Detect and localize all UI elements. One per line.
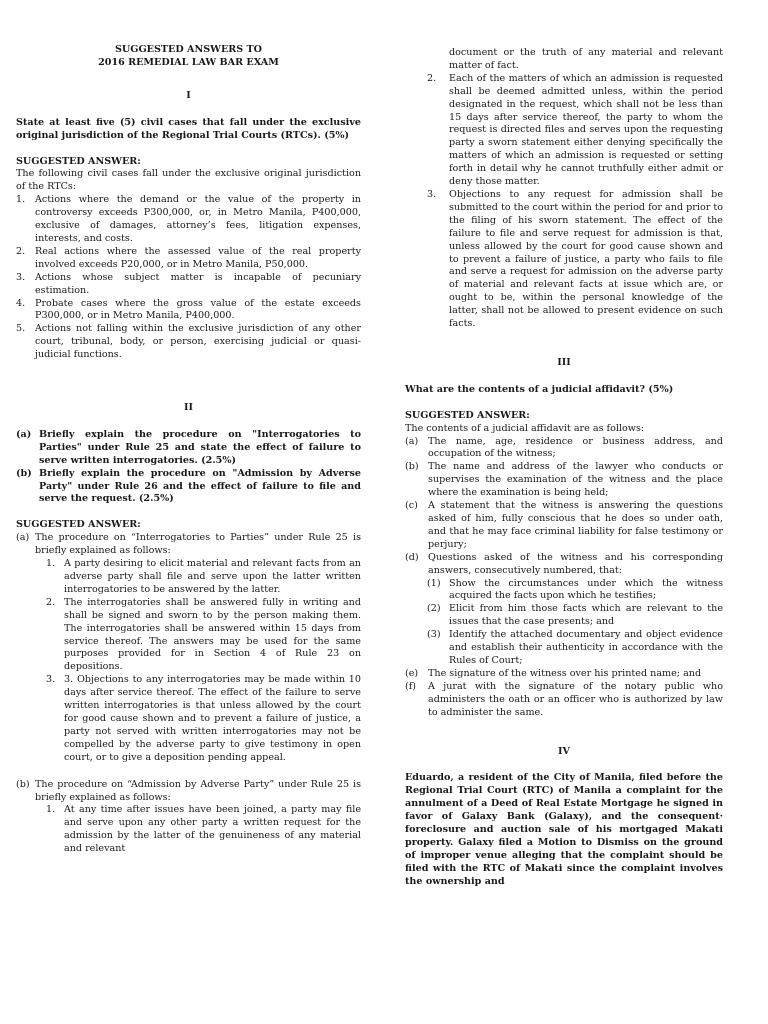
list-item [16,272,361,298]
list-item-number: (e) [405,667,419,679]
list-item-text: The name and address of the lawyer who conducts or supervises the examination of the witness and the place where the examination is being held; [428,461,723,499]
list-item [46,597,361,674]
right-column [405,0,723,889]
list-item-number: (c) [405,500,418,512]
question-2b-text: Briefly explain the procedure on "Admission by Adverse Party" under Rule 26 and the effect of failure to file and serve the request. (2.5%) [39,467,361,505]
continued-text: document or the truth of any material and relevant matter of fact. [449,47,723,71]
suggested-answer-heading-3: SUGGESTED ANSWER: [405,409,530,421]
answer-2a-list [46,558,361,765]
section-heading-4: IV [558,745,570,757]
list-item-number: (b) [405,461,419,473]
answer-2b-list [46,804,361,856]
list-item [427,603,723,629]
answer-3-list-continued [405,668,723,720]
section-heading-1: I [186,89,191,101]
list-item-text: Actions where the demand or the value of the property in controversy exceeds P300,000, or, in Metro Manila, P400,000, exclusive of damages, attorney’s fees, litigation expenses, interests, and costs. [35,194,361,244]
list-item [405,461,723,500]
list-item [16,194,361,246]
section-heading-2: II [184,402,193,414]
question-4: Eduardo, a resident of the City of Manila, filed before the Regional Trial Court (RTC) of Manila a complaint for the annulment of a Deed of Real Estate Mortgage he signed in favor of Galaxy Bank (Galaxy), and the consequent· foreclosure and auction sale of his mortgaged Makati property. Galaxy filed a Motion to Dismiss on the ground of improper venue alleging that the complaint should be filed with the RTC of Makati since the complaint involves the ownership and [405,772,723,887]
list-item [16,298,361,324]
answer-3-sublist [427,578,723,668]
list-item-text: A party desiring to elicit material and relevant facts from an adverse party shall file and serve upon the latter written interrogatories to be answered by the latter. [64,558,361,595]
list-item-number: 3. [427,188,437,200]
list-item-text: Probate cases where the gross value of the estate exceeds P300,000, or in Metro Manila, P400,000. [35,297,361,322]
list-item [427,578,723,604]
list-item [16,323,361,362]
list-item-text: Identify the attached documentary and object evidence and establish their authenticity in accordance with the Rules of Court; [449,629,723,666]
question-2b [16,468,361,507]
list-item-number: 4. [16,297,26,309]
answer-2b-marker: (b) [16,778,30,790]
answer-3-list [405,436,723,578]
list-item-text: Show the circumstances under which the witness acquired the facts upon which he testifies; [449,577,723,602]
answer-3-intro: The contents of a judicial affidavit are as follows: [405,422,645,434]
list-item [46,674,361,764]
suggested-answer-heading-2: SUGGESTED ANSWER: [16,519,141,531]
list-item-text: The signature of the witness over his printed name; and [428,667,702,679]
question-2a-text: Briefly explain the procedure on "Interrogatories to Parties" under Rule 25 and state the effect of failure to serve written interrogatories. (2.5%) [39,428,361,466]
list-item-number: 1. [46,804,56,816]
list-item-number: 2. [16,245,26,257]
question-2a [16,429,361,468]
list-item [405,668,723,681]
list-item [46,804,361,856]
answer-2a-text: The procedure on “Interrogatories to Parties” under Rule 25 is briefly explained as follows: [35,532,361,557]
question-2b-marker: (b) [16,467,32,479]
list-item-text: The name, age, residence or business address, and occupation of the witness; [428,435,723,460]
list-item-text: A statement that the witness is answering the questions asked of him, fully conscious that he does so under oath, and that he may face criminal liability for false testimony or perjury; [428,500,723,550]
list-item [16,246,361,272]
list-item-text: The interrogatories shall be answered fully in writing and shall be signed and sworn to by the person making them. The interrogatories shall be answered within 15 days from service thereof. The answers may be used for the same purposes provided for in Section 4 of Rule 23 on depositions. [64,596,361,673]
list-item-text: A jurat with the signature of the notary public who administers the oath or an officer who is authorized by law to administer the same. [428,680,723,718]
question-2a-marker: (a) [16,428,32,440]
list-item-number: (a) [405,435,419,447]
document-subtitle: 2016 REMEDIAL LAW BAR EXAM [98,56,279,68]
list-item-text: Elicit from him those facts which are relevant to the issues that the case presents; and [449,603,723,628]
list-item-number: (d) [405,551,419,563]
list-item-text: Questions asked of the witness and his corresponding answers, consecutively numbered, that: [428,551,723,576]
list-item [427,73,723,189]
section-heading-3: III [557,356,571,368]
left-column [16,0,361,856]
list-item [405,500,723,552]
list-item-text: Each of the matters of which an admission is requested shall be deemed admitted unless, within the period designated in the request, which shall not be less than 15 days after service thereof, the party to whom the request is directed files and serves upon the requesting party a sworn statement either denying specifically the matters of which an admission is requested or setting forth in detail why he cannot truthfully either admit or deny those matter. [449,72,723,188]
list-item [427,629,723,668]
answer-2b-list-continued [427,47,723,331]
list-item-number: 1. [46,558,56,570]
list-item-number: 3. [46,674,56,686]
answer-2a-marker: (a) [16,532,30,544]
list-item-number: 3. [16,271,26,283]
list-item-text: Actions not falling within the exclusive jurisdiction of any other court, tribunal, body, or person, exercising judicial or quasi-judicial functions. [35,323,361,361]
list-item-number: 1. [16,194,26,206]
list-item-text: At any time after issues have been joined, a party may file and serve upon any other party a written request for the admission by the latter of the genuineness of any material and relevant [64,804,361,855]
suggested-answer-heading-1: SUGGESTED ANSWER: [16,155,141,167]
list-item-number: 2. [427,72,437,84]
question-3: What are the contents of a judicial affidavit? (5%) [405,383,674,395]
list-item-number: (1) [427,577,441,589]
list-item [427,189,723,331]
list-item [405,552,723,578]
list-item [46,558,361,597]
list-item [405,436,723,462]
list-item-number: (3) [427,629,441,641]
question-1: State at least five (5) civil cases that fall under the exclusive original jurisdiction of the Regional Trial Courts (RTCs). (5%) [16,116,361,141]
document-title: SUGGESTED ANSWERS TO [115,44,262,55]
list-item-number: (2) [427,603,441,615]
answer-1-list [16,194,361,362]
answer-2a [16,532,361,558]
list-item-number: 2. [46,596,56,608]
list-item-text: Actions whose subject matter is incapable of pecuniary estimation. [35,271,361,296]
list-item-number: 5. [16,323,26,335]
answer-1-intro: The following civil cases fall under the exclusive original jurisdiction of the RTCs: [16,168,361,193]
list-item-number: (f) [405,680,417,692]
answer-2b [16,779,361,805]
list-item [405,681,723,720]
list-item-text: 3. Objections to any interrogatories may be made within 10 days after service thereof. The effect of the failure to serve written interrogatories is that unless allowed by the court for good cause shown and to prevent a failure of justice, a party not served with written interrogatories may not be compelled by the adverse party to give testimony in open court, or to give a deposition pending appeal. [64,674,361,763]
answer-2b-text: The procedure on “Admission by Adverse Party” under Rule 25 is briefly explained as follows: [35,778,361,803]
list-item-text: Objections to any request for admission shall be submitted to the court within the period for and prior to the filing of his sworn statement. The effect of the failure to file and serve request for admission is that, unless allowed by the court for good cause shown and to prevent a failure of justice, a party who fails to file and serve a request for admission on the adverse party of material and relevant facts at issue which are, or ought to be, within the personal knowledge of the latter, shall not be allowed to present evidence on such facts. [449,188,723,330]
list-item-text: Real actions where the assessed value of the real property involved exceeds P20,000, or in Metro Manila, P50,000. [35,245,361,270]
